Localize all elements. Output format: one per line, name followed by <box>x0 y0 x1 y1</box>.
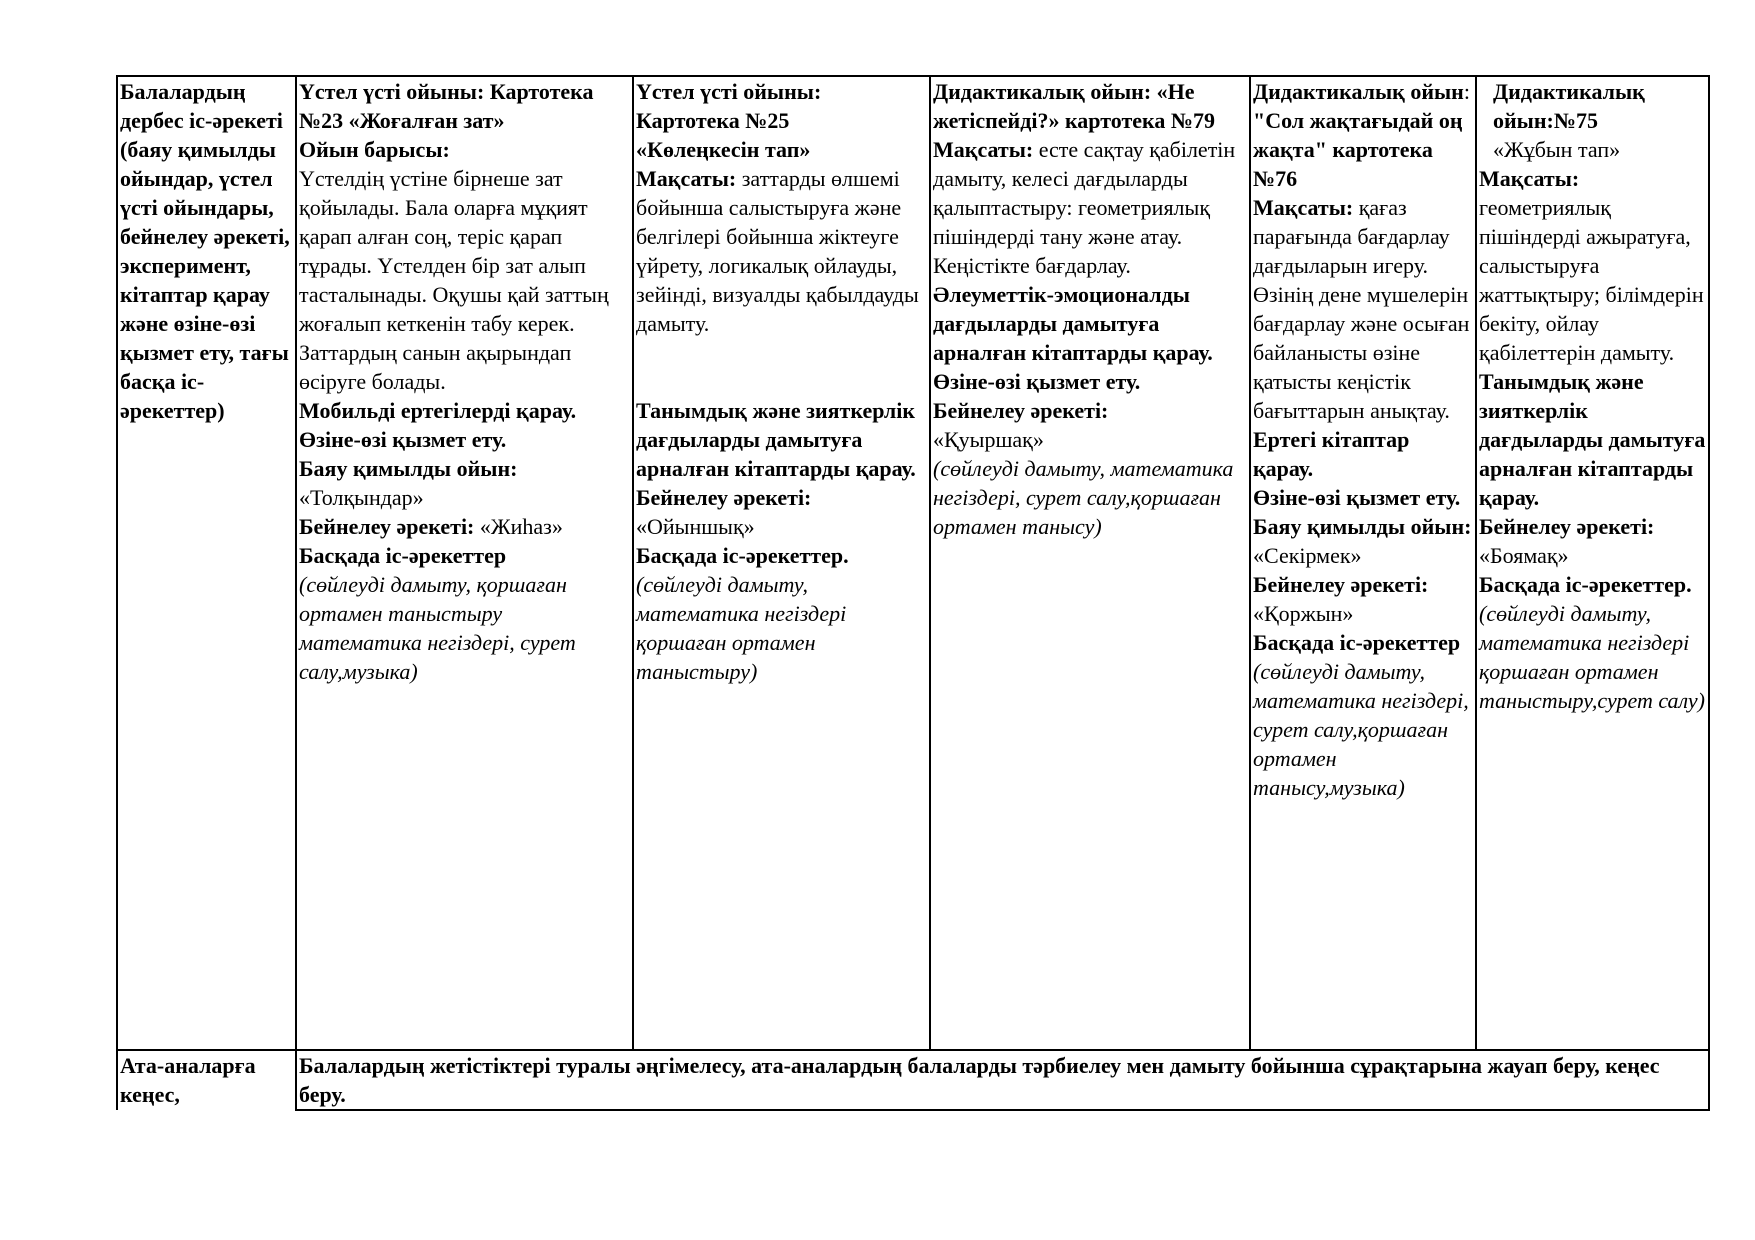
other-activities-label: Басқада іс-әрекеттер <box>1253 630 1461 655</box>
integration-note: (сөйлеуді дамыту, математика негіздері, сурет салу,қоршаған ортамен танысу,музыка) <box>1253 659 1469 800</box>
other-activities-label: Басқада іс-әрекеттер. <box>636 543 849 568</box>
visual-activity-value: «Қуыршақ» <box>933 427 1044 452</box>
cell-tuesday <box>633 76 930 1050</box>
mobile-tales-line: Мобильді ертегілерді қарау. <box>299 398 577 423</box>
slow-game-label: Баяу қимылды ойын: <box>1253 514 1472 539</box>
visual-activity-label: Бейнелеу әрекеті: <box>1479 514 1655 539</box>
integration-note: (сөйлеуді дамыту, математика негіздері қоршаған ортамен таныстыру,сурет салу) <box>1479 601 1705 713</box>
selfcare-line: Өзіне-өзі қызмет ету. <box>1253 485 1461 510</box>
integration-note: (сөйлеуді дамыту, қоршаған ортамен таныстыру математика негіздері, сурет салу,музыка) <box>299 572 576 684</box>
goal-label: Мақсаты: <box>636 166 737 191</box>
visual-activity-value: «Қоржын» <box>1253 601 1354 626</box>
row-label-text: Балалардың дербес іс-әрекеті (баяу қимылды ойындар, үстел үсті ойындары, бейнелеу әрекеті, эксперимент, кітаптар қарау және өзіне-өзі қызмет ету, тағы басқа іс-әрекеттер) <box>120 79 290 423</box>
visual-activity-line <box>299 512 630 541</box>
visual-activity-label: Бейнелеу әрекеті: <box>299 514 475 539</box>
books-line: Әлеуметтік-эмоционалды дағдыларды дамытуға арналған кітаптарды қарау. <box>933 282 1213 365</box>
visual-activity-label: Бейнелеу әрекеті: <box>1253 572 1429 597</box>
selfcare-line: Өзіне-өзі қызмет ету. <box>299 427 507 452</box>
goal-text: геометриялық пішіндерді ажыратуға, салыстыруға жаттықтыру; білімдерін бекіту, ойлау қабілеттерін дамыту. <box>1479 195 1704 365</box>
slow-game-value: «Толқындар» <box>299 485 424 510</box>
visual-activity-label: Бейнелеу әрекеті: <box>636 485 812 510</box>
slow-game-label: Баяу қимылды ойын: <box>299 456 518 481</box>
spacer <box>636 338 927 396</box>
other-activities-label: Басқада іс-әрекеттер. <box>1479 572 1692 597</box>
row-label-parents <box>117 1050 296 1110</box>
goal-label: Мақсаты: <box>933 137 1034 162</box>
game-title: Үстел үсті ойыны: Картотека №23 «Жоғалған зат» <box>299 79 594 133</box>
game-progress-text: Үстелдің үстіне бірнеше зат қойылады. Бала оларға мұқият қарап алған соң, теріс қарап тұрады. Үстелден бір зат алып тасталынады. Оқушы қай заттың жоғалып кеткенін табу керек. Заттардың санын ақырындап өсіруге болады. <box>299 166 609 394</box>
goal-paragraph <box>933 135 1247 280</box>
visual-activity-value: «Боямақ» <box>1479 543 1569 568</box>
game-title <box>1253 77 1473 193</box>
game-progress-label: Ойын барысы: <box>299 137 450 162</box>
slow-game-line <box>1253 512 1473 570</box>
goal-paragraph <box>1253 193 1473 425</box>
game-title-main: Дидактикалық ойын <box>1253 79 1464 104</box>
books-line: Танымдық және зияткерлік дағдыларды дамытуға арналған кітаптарды қарау. <box>636 398 916 481</box>
visual-activity-label: Бейнелеу әрекеті: <box>933 398 1109 423</box>
parents-advice-cell <box>296 1050 1709 1110</box>
tales-line: Ертегі кітаптар қарау. <box>1253 427 1410 481</box>
row-label-text: Ата-аналарға кеңес, <box>120 1053 256 1107</box>
daily-plan-table <box>116 75 1710 1111</box>
cell-wednesday <box>930 76 1250 1050</box>
goal-text: қағаз парағында бағдарлау дағдыларын игеру. Өзінің дене мүшелерін бағдарлау және осыған байланысты өзіне қатысты кеңістік бағыттарын анықтау. <box>1253 195 1470 423</box>
goal-label: Мақсаты: <box>1479 166 1580 191</box>
integration-note: (сөйлеуді дамыту, математика негіздері, сурет салу,қоршаған ортамен танысу) <box>933 456 1234 539</box>
slow-game-value: «Секірмек» <box>1253 543 1362 568</box>
game-title-rest: "Сол жақтағыдай оң жақта" картотека №76 <box>1253 108 1463 191</box>
game-subtitle: «Жұбын тап» <box>1493 137 1621 162</box>
goal-paragraph <box>636 164 927 338</box>
other-activities-label: Басқада іс-әрекеттер <box>299 543 507 568</box>
selfcare-line: Өзіне-өзі қызмет ету. <box>933 369 1141 394</box>
game-title: Дидактикалық ойын:№75 <box>1493 79 1645 133</box>
cell-monday <box>296 76 633 1050</box>
cell-friday <box>1476 76 1709 1050</box>
goal-text: есте сақтау қабілетін дамыту, келесі дағдыларды қалыптастыру: геометриялық пішіндерді тану және атау. Кеңістікте бағдарлау. <box>933 137 1236 278</box>
parents-advice-text: Балалардың жетістіктері туралы әңгімелесу, ата-аналардың балаларды тәрбиелеу мен дамыту бойынша сұрақтарына жауап беру, кеңес беру. <box>299 1053 1660 1107</box>
game-title: Дидактикалық ойын: «Не жетіспейді?» картотека №79 <box>933 79 1216 133</box>
game-title: Үстел үсті ойыны: Картотека №25 <box>636 79 822 133</box>
game-title-colon: : <box>1463 79 1470 104</box>
independent-activity-row <box>117 76 1709 1050</box>
game-subtitle: «Көлеңкесін тап» <box>636 137 811 162</box>
visual-activity-value: «Ойыншық» <box>636 514 755 539</box>
visual-activity-value: «Жиһаз» <box>474 514 563 539</box>
goal-label: Мақсаты: <box>1253 195 1354 220</box>
row-label-independent-activity <box>117 76 296 1050</box>
parents-advice-row <box>117 1050 1709 1110</box>
integration-note: (сөйлеуді дамыту, математика негіздері қоршаған ортамен таныстыру) <box>636 572 847 684</box>
cell-thursday <box>1250 76 1476 1050</box>
goal-text: заттарды өлшемі бойынша салыстыруға және белгілері бойынша жіктеуге үйрету, логикалық ойлауды, зейінді, визуалды қабылдауды дамыту. <box>636 166 919 336</box>
books-line: Танымдық және зияткерлік дағдыларды дамытуға арналған кітаптарды қарау. <box>1479 369 1706 510</box>
